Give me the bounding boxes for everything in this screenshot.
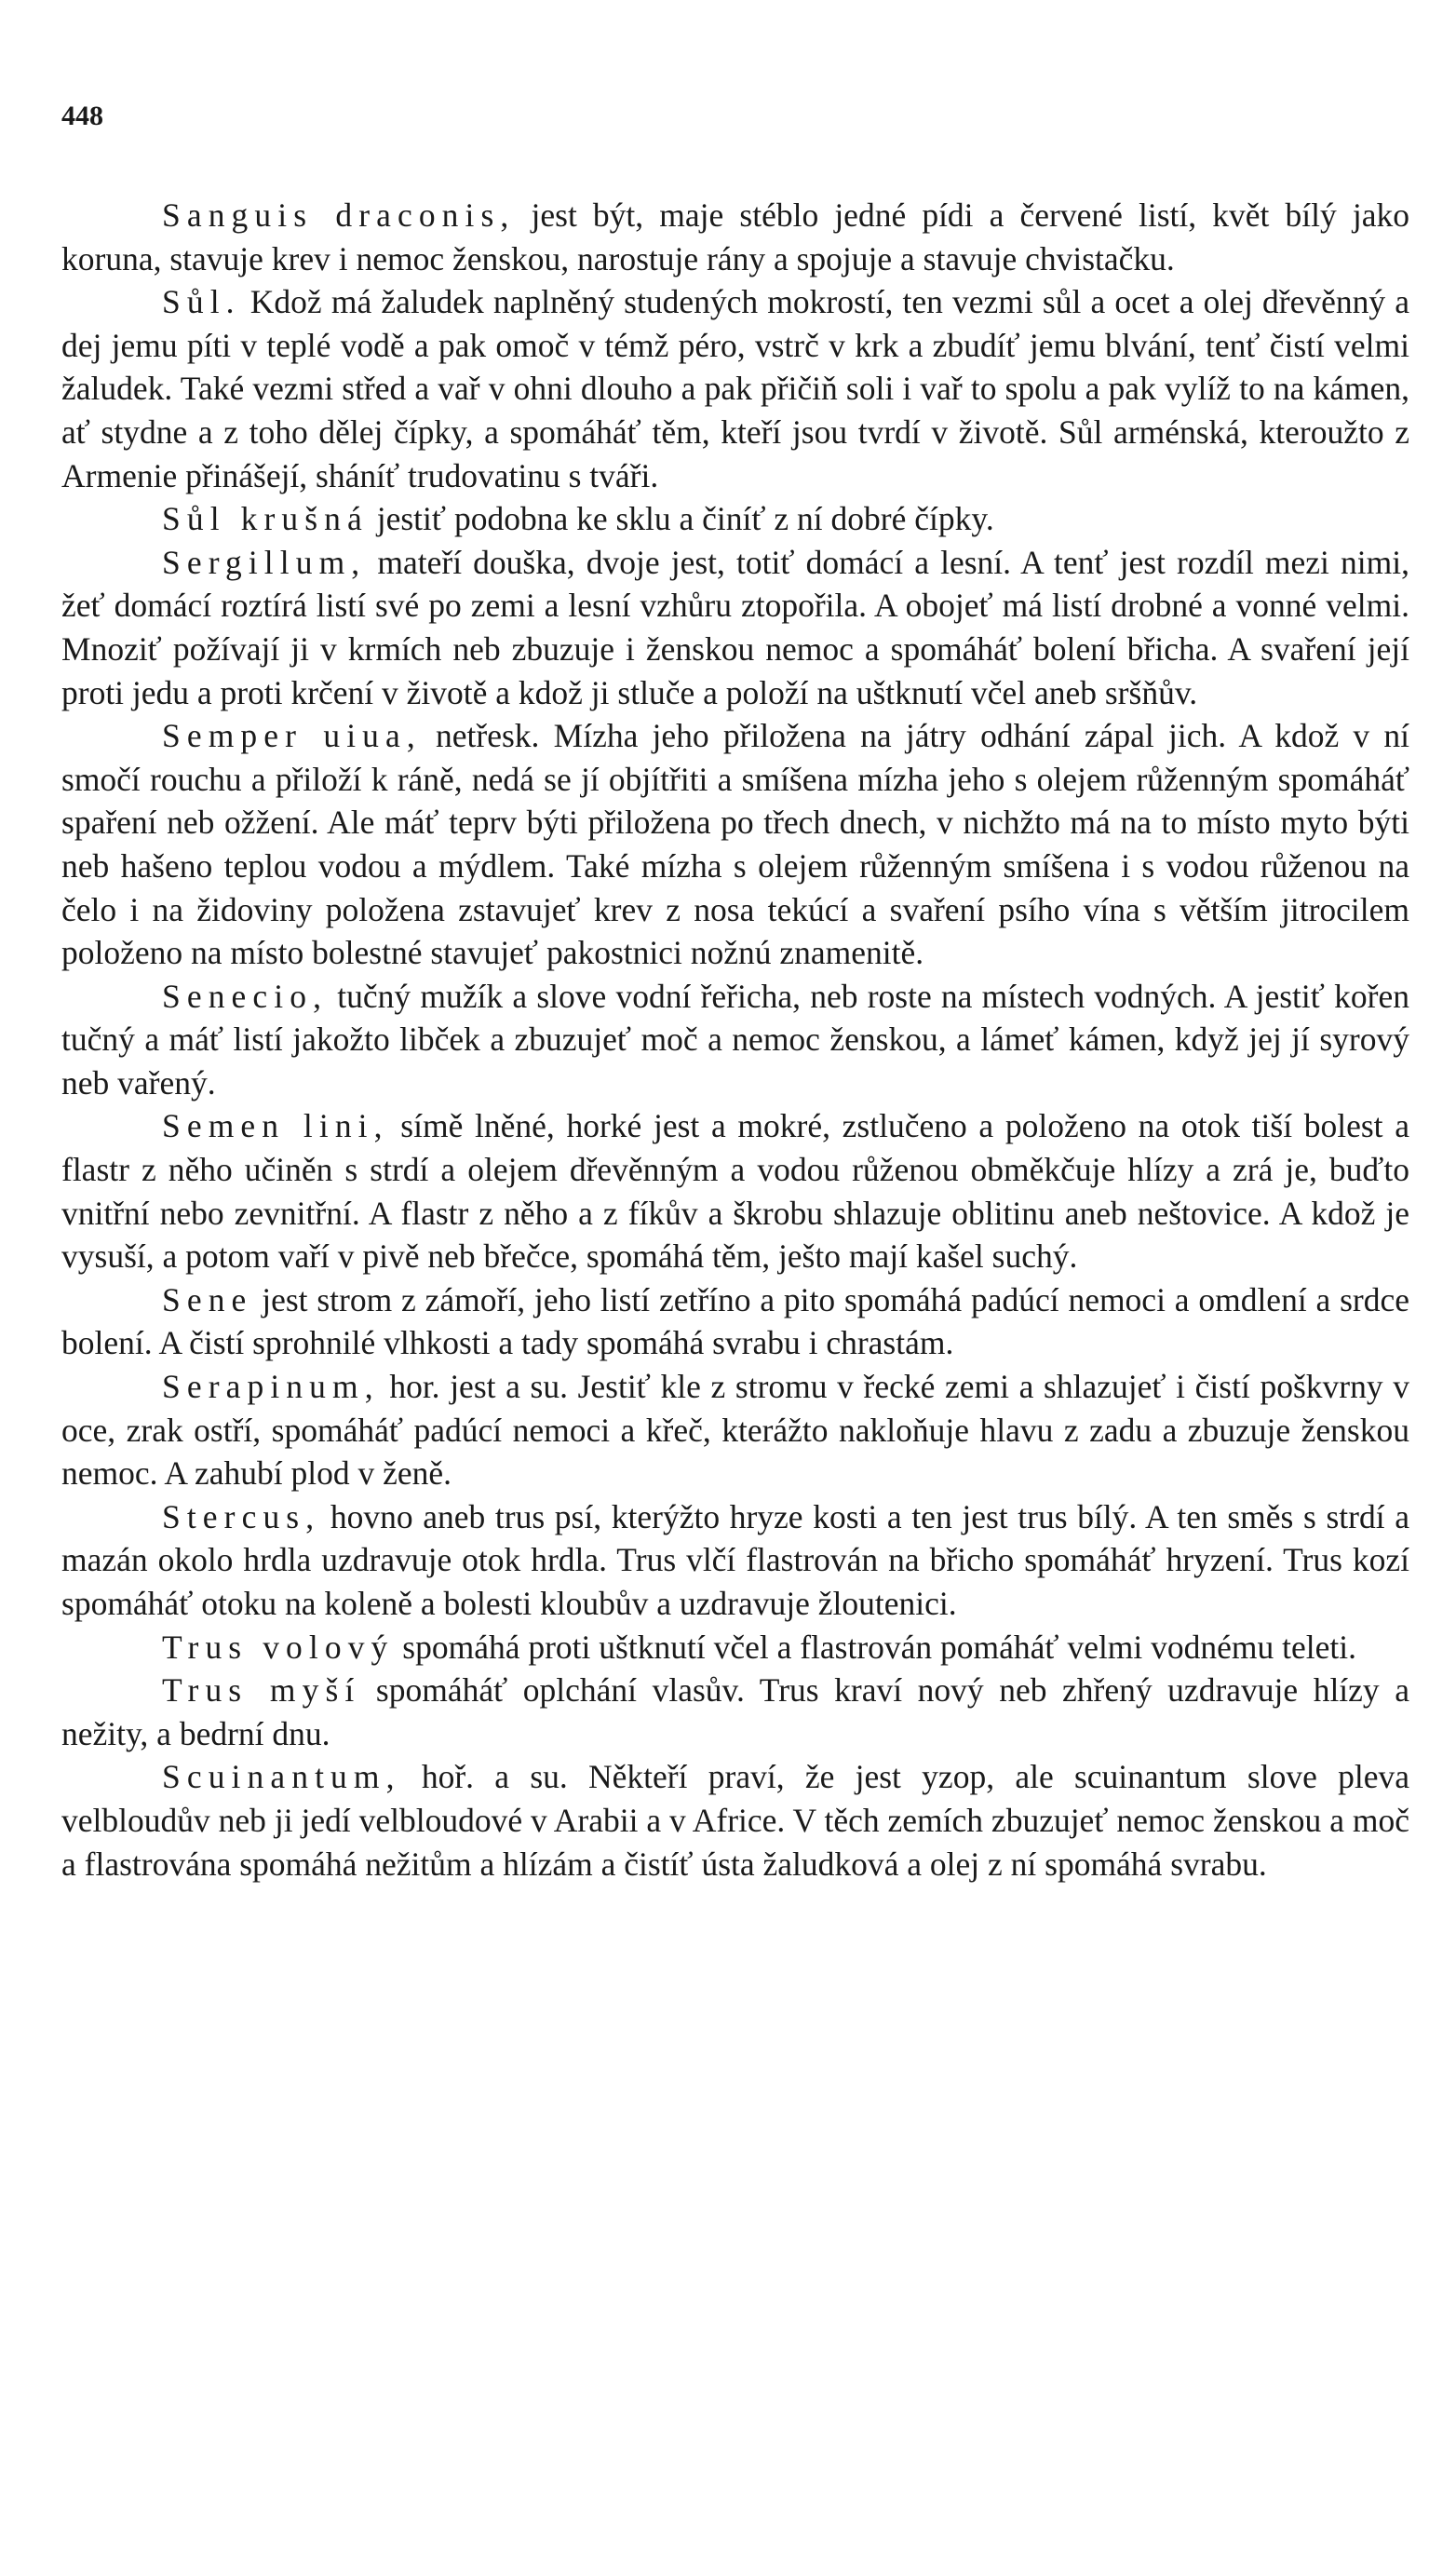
entry-sanguis-draconis [61,194,1409,280]
entry-term: Semen lini, [162,1107,389,1145]
entry-serapinum [61,1365,1409,1495]
entry-text: símě lněné, horké jest a mokré, zstlučeno a položeno na otok tiší bolest a flastr z něho učiněn s strdí a olejem dřevěnným a vodou růženou obměkčuje hlízy a zrá je, buďto vnitřní nebo zevnitřní. A flastr z něho a z fíkův a škrobu shlazuje oblitinu aneb neštovice. A kdož je vysuší, a potom vaří v pivě neb břečce, spomáhá těm, ješto mají kašel suchý. [61,1107,1409,1276]
entry-term: Sene [162,1280,253,1318]
entry-term: Senecio, [162,977,329,1015]
entry-text: mateří douška, dvoje jest, totiť domácí a lesní. A tenť jest rozdíl mezi nimi, žeť domácí roztírá listí své po zemi a lesní vzhůru ztopořila. A obojeť má listí drobné a vonné velmi. Mnoziť požívají ji v krmích neb zbuzuje i ženskou nemoc a spomáháť bolení břicha. A svaření její proti jedu a proti krčení v životě a kdož ji stluče a položí na uštknutí včel aneb sršňův. [61,543,1409,711]
entry-text: jest být, maje stéblo jedné pídi a červené listí, květ bílý jako koruna, stavuje krev i nemoc ženskou, narostuje rány a spojuje a stavuje chvistačku. [61,196,1409,277]
entry-text: Kdož má žaludek naplněný studených mokrostí, ten vezmi sůl a ocet a olej dřevěnný a dej jemu píti v teplé vodě a pak omoč v témž péro, vstrč v krk a zbudíť jemu blvání, tenť čistí velmi žaludek. Také vezmi střed a vař v ohni dlouho a pak přičiň soli i vař to spolu a pak vylíž to na kámen, ať stydne a z toho dělej čípky, a spomáháť těm, kteří jsou tvrdí v životě. Sůl arménská, kteroužto z Armenie přinášejí, sháníť trudovatinu s tváři. [61,283,1409,494]
entry-term: Trus volový [162,1628,395,1666]
entry-scuinantum [61,1755,1409,1886]
entry-term: Trus myší [162,1671,361,1710]
entry-term: Sůl krušná [162,500,369,538]
entry-text: hor. jest a su. Jestiť kle z stromu v řecké zemi a shlazujeť i čistí poškvrny v oce, zrak ostří, spomáháť padúcí nemoci a křeč, kterážto nakloňuje hlavu z zadu a zbuzuje ženskou nemoc. A zahubí plod v ženě. [61,1368,1409,1493]
entry-trus-volovy [61,1626,1409,1670]
entry-trus-mysi [61,1669,1409,1755]
entry-text: hovno aneb trus psí, kterýžto hryze kosti a ten jest trus bílý. A ten směs s strdí a mazán okolo hrdla uzdravuje otok hrdla. Trus vlčí flastrován na břicho spomáháť hryzení. Trus kozí spomáháť otoku na koleně a bolesti kloubův a uzdravuje žloutenici. [61,1497,1409,1622]
entry-text: jestiť podobna ke sklu a činíť z ní dobré čípky. [368,500,994,538]
entry-text: hoř. a su. Někteří praví, že jest yzop, ale scuinantum slove pleva velbloudův neb ji jedí velbloudové v Arabii a v Africe. V těch zemích zbuzujeť nemoc ženskou a moč a flastrována spomáhá nežitům a hlízám a čistíť ústa žaludková a olej z ní spomáhá svrabu. [61,1758,1409,1883]
entry-text: tučný mužík a slove vodní řeřicha, neb roste na místech vodných. A jestiť kořen tučný a máť listí jakožto libček a zbuzujeť moč a nemoc ženskou, a lámeť kámen, když jej jí syrový neb vařený. [61,977,1409,1102]
entry-semper-uiua [61,714,1409,975]
entry-senecio [61,975,1409,1105]
entry-term: Semper uiua, [162,717,422,755]
entry-text: spomáhá proti uštknutí včel a flastrován pomáháť velmi vodnému teleti. [394,1628,1356,1666]
entry-term: Stercus, [162,1497,321,1535]
page-number: 448 [61,101,103,131]
entry-term: Serapinum, [162,1368,380,1406]
entry-stercus [61,1495,1409,1626]
entry-term: Sanguis draconis, [162,196,516,234]
entry-term: Sergillum, [162,543,367,581]
entry-sul-krusna [61,497,1409,541]
entry-sene [61,1278,1409,1365]
entry-sul [61,280,1409,497]
entry-term: Scuinantum, [162,1758,401,1796]
entry-text: jest strom z zámoří, jeho listí zetříno a pito spomáhá padúcí nemoci a omdlení a srdce bolení. A čistí sprohnilé vlhkosti a tady spomáhá svrabu i chrastám. [61,1280,1409,1362]
entry-term: Sůl. [162,283,241,321]
entry-text: spomáháť oplchání vlasův. Trus kraví nový neb zhřený uzdravuje hlízy a nežity, a bedrní dnu. [61,1671,1409,1752]
entry-semen-lini [61,1104,1409,1278]
text-body [61,194,1409,1886]
entry-sergillum [61,541,1409,714]
entry-text: netřesk. Mízha jeho přiložena na játry odhání zápal jich. A kdož v ní smočí rouchu a přiloží k ráně, nedá se jí objítřiti a smíšena mízha jeho s olejem růženným spomáháť spaření neb ožžení. Ale máť teprv býti přiložena po třech dnech, v nichžto má na to místo myto býti neb hašeno teplou vodou a mýdlem. Také mízha s olejem růženným smíšena i s vodou růženou na čelo i na židoviny položena zstavujeť krev z nosa tekúcí a svaření psího vína s větším jitrocilem položeno na místo bolestné stavujeť pakostnici nožnú znamenitě. [61,717,1409,972]
